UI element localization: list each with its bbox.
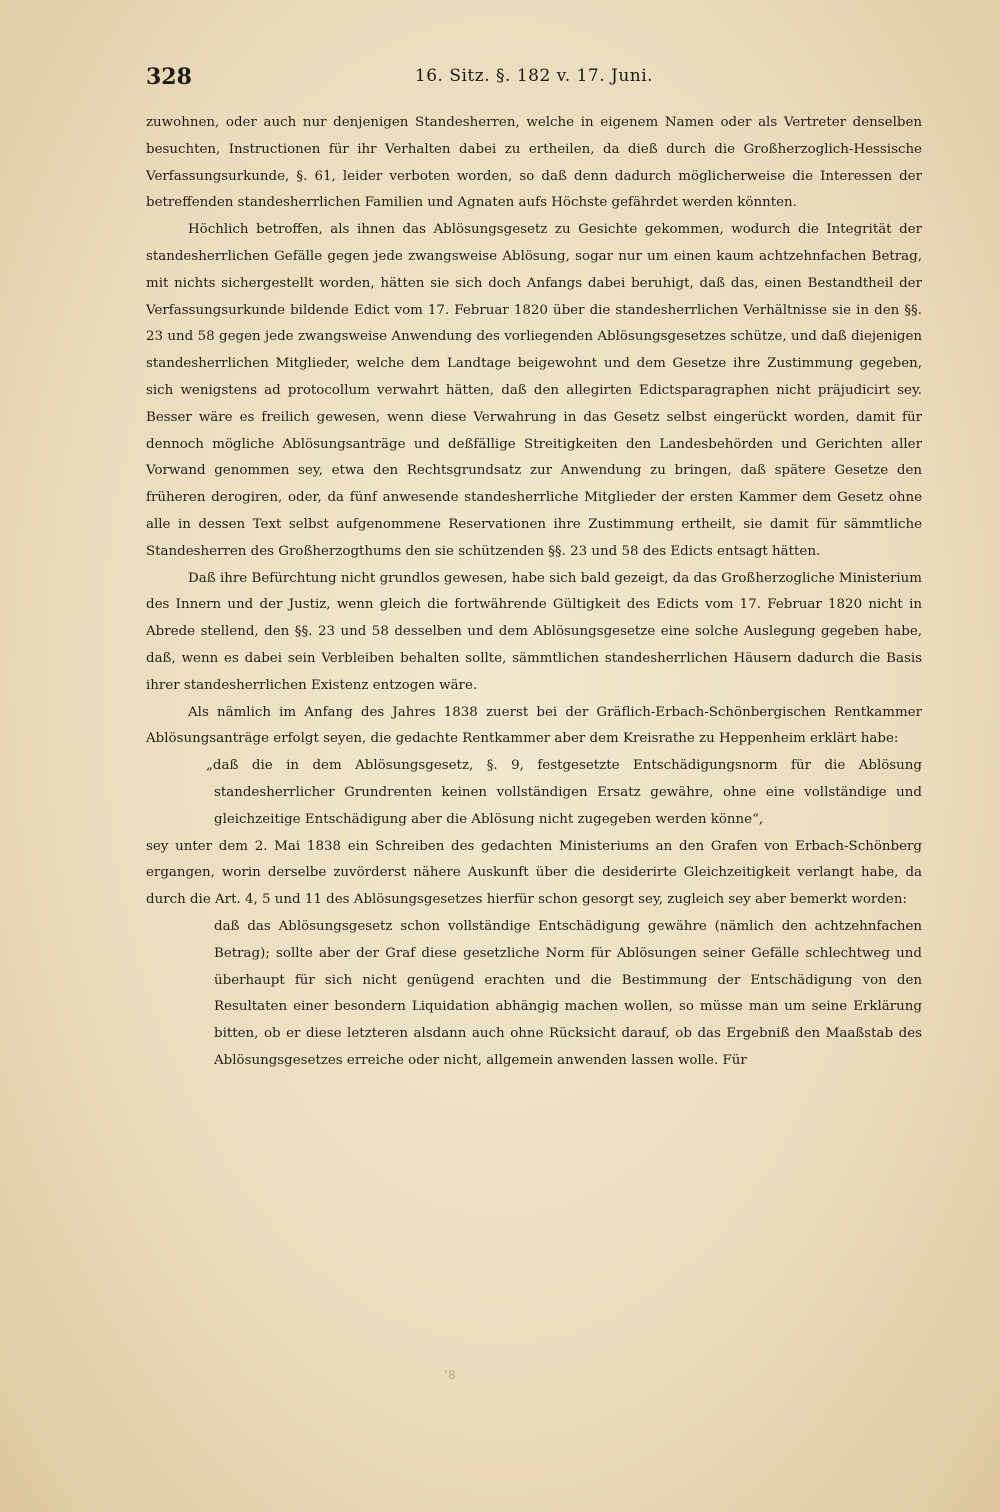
paragraph: Daß ihre Befürchtung nicht grundlos gewesen, habe sich bald gezeigt, da das Großherzogliche Ministerium des Innern und der Justiz, wenn gleich die fortwährende Gültigkeit des Edicts vom 17. Februar 1820 nicht in Abrede stellend, den §§. 23 und 58 desselben und dem Ablösungsgesetze eine solche Auslegung gegeben habe, daß, wenn es dabei sein Verbleiben behalten sollte, sämmtlichen standesherrlichen Häusern dadurch die Basis ihrer standesherrlichen Existenz entzogen wäre.	[146, 570, 922, 693]
paragraph: sey unter dem 2. Mai 1838 ein Schreiben des gedachten Ministeriums an den Grafen von Erbach-Schönberg ergangen, worin derselbe zuvörderst nähere Auskunft über die desiderirte Gleichzeitigkeit verlangt habe, da durch die Art. 4, 5 und 11 des Ablösungsgesetzes hierfür schon gesorgt sey, zugleich sey aber bemerkt worden:	[146, 838, 922, 908]
body-text	[146, 110, 922, 1075]
page-header	[146, 64, 922, 98]
paragraph: Als nämlich im Anfang des Jahres 1838 zuerst bei der Gräflich-Erbach-Schönbergischen Rentkammer Ablösungsanträge erfolgt seyen, die gedachte Rentkammer aber dem Kreisrathe zu Heppenheim erklärt habe:	[146, 704, 922, 747]
paragraph: zuwohnen, oder auch nur denjenigen Standesherren, welche in eigenem Namen oder als Vertreter denselben besuchten, Instructionen für ihr Verhalten dabei zu ertheilen, da dieß durch die Großherzoglich-Hessische Verfassungsurkunde, §. 61, leider verboten worden, so daß denn dadurch möglicherweise die Interessen der betreffenden standesherrlichen Familien und Agnaten aufs Höchste gefährdet werden könnten.	[146, 115, 922, 211]
block-quote: „daß die in dem Ablösungsgesetz, §. 9, festgesetzte Entschädigungsnorm für die Ablösung standesherrlicher Grundrenten keinen vollständigen Ersatz gewähre, ohne eine vollständige und gleichzeitige Entschädigung aber die Ablösung nicht zugegeben werden könne“,	[206, 758, 922, 827]
signature-mark: ʿ8	[444, 1368, 456, 1382]
page-number: 328	[146, 64, 192, 90]
paragraph: Höchlich betroffen, als ihnen das Ablösungsgesetz zu Gesichte gekommen, wodurch die Integrität der standesherrlichen Gefälle gegen jede zwangsweise Ablösung, sogar nur um einen kaum achtzehnfachen Betrag, mit nichts sichergestellt worden, hätten sie sich doch Anfangs dabei beruhigt, daß das, einen Bestandtheil der Verfassungsurkunde bildende Edict vom 17. Februar 1820 über die standesherrlichen Verhältnisse sie in den §§. 23 und 58 gegen jede zwangsweise Anwendung des vorliegenden Ablösungsgesetzes schütze, und daß diejenigen standesherrlichen Mitglieder, welche dem Landtage beigewohnt und dem Gesetze ihre Zustimmung gegeben, sich wenigstens ad protocollum verwahrt hätten, daß den allegirten Edictsparagraphen nicht präjudicirt sey. Besser wäre es freilich gewesen, wenn diese Verwahrung in das Gesetz selbst eingerückt worden, damit für dennoch mögliche Ablösungsanträge und deßfällige Streitigkeiten den Landesbehörden und Gerichten aller Vorwand genommen sey, etwa den Rechtsgrundsatz zur Anwendung zu bringen, daß spätere Gesetze den früheren derogiren, oder, da fünf anwesende standesherrliche Mitglieder der ersten Kammer dem Gesetz ohne alle in dessen Text selbst aufgenommene Reservationen ihre Zustimmung ertheilt, sie damit für sämmtliche Standesherren des Großherzogthums den sie schützenden §§. 23 und 58 des Edicts entsagt hätten.	[146, 222, 922, 559]
block-quote: daß das Ablösungsgesetz schon vollständige Entschädigung gewähre (nämlich den achtzehnfachen Betrag); sollte aber der Graf diese gesetzliche Norm für Ablösungen seiner Gefälle schlechtweg und überhaupt für sich nicht genügend erachten und die Bestimmung der Entschädigung von den Resultaten einer besondern Liquidation abhängig machen wollen, so müsse man um seine Erklärung bitten, ob er diese letzteren alsdann auch ohne Rücksicht darauf, ob das Ergebniß den Maaßstab des Ablösungsgesetzes erreiche oder nicht, allgemein anwenden lassen wolle. Für	[214, 918, 922, 1068]
running-head: 16. Sitz. §. 182 v. 17. Juni.	[414, 66, 654, 86]
